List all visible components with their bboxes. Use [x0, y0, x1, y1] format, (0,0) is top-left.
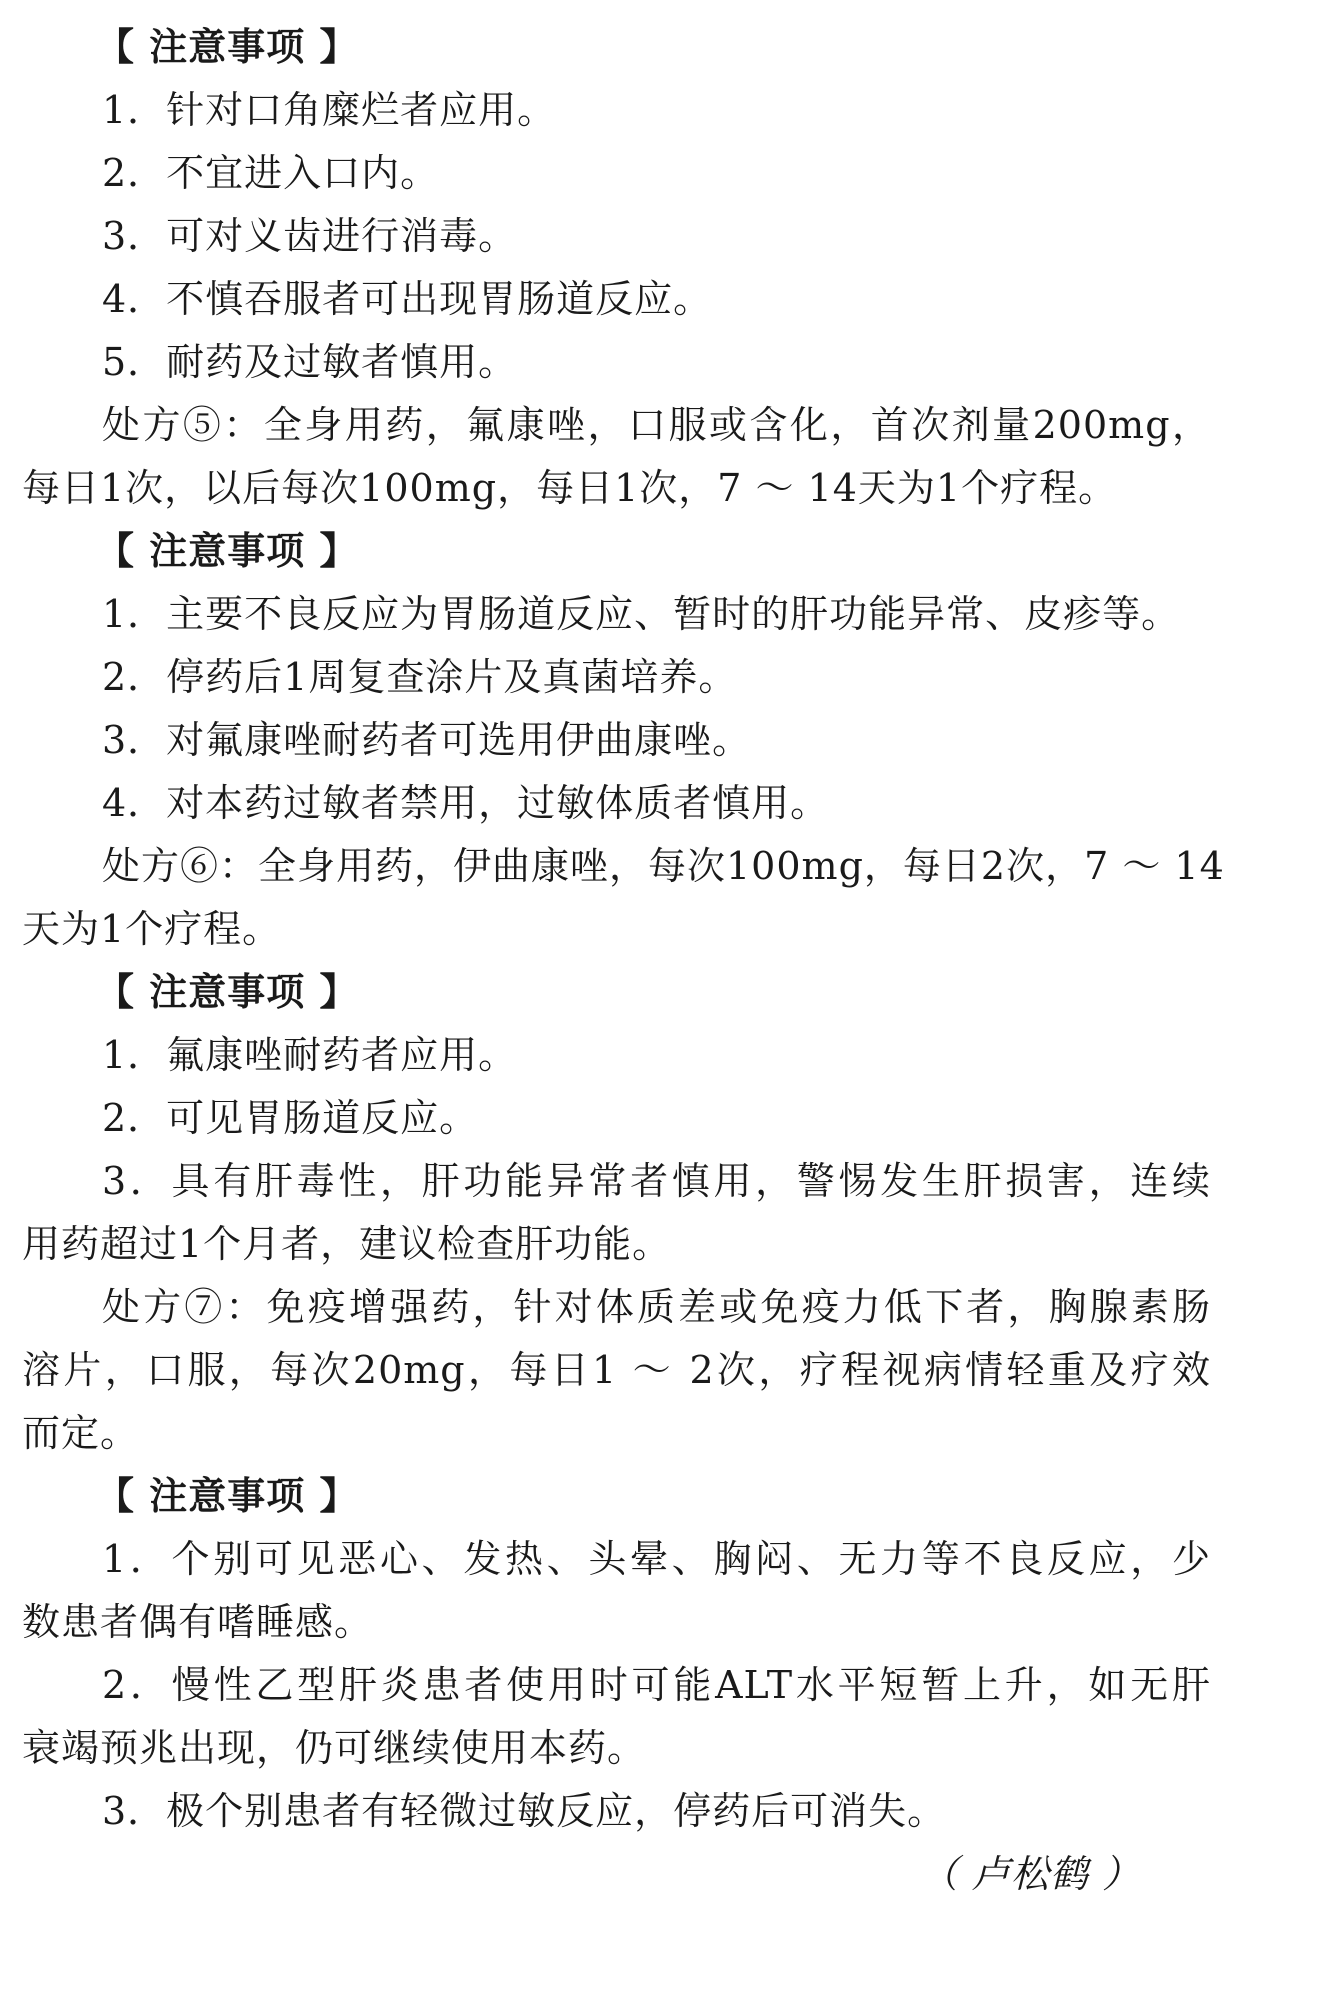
paragraph-line: 2．慢性乙型肝炎患者使用时可能ALT水平短暂上升，如无肝	[102, 1663, 1211, 1707]
paragraph-line: 2．停药后1周复查涂片及真菌培养。	[102, 655, 738, 699]
paragraph-line: 1．主要不良反应为胃肠道反应、暂时的肝功能异常、皮疹等。	[102, 592, 1181, 636]
paragraph-continuation: 用药超过1个月者，建议检查肝功能。	[22, 1222, 672, 1266]
paragraph-line: 3．可对义齿进行消毒。	[102, 214, 518, 258]
paragraph-line: 5．耐药及过敏者慎用。	[102, 340, 518, 384]
section-heading: 【 注意事项 】	[96, 529, 359, 573]
paragraph-continuation: 天为1个疗程。	[22, 907, 282, 951]
paragraph-line: 处方⑦：免疫增强药，针对体质差或免疫力低下者，胸腺素肠	[102, 1285, 1211, 1329]
paragraph-continuation: 数患者偶有嗜睡感。	[22, 1600, 374, 1644]
paragraph-line: 3．具有肝毒性，肝功能异常者慎用，警惕发生肝损害，连续	[102, 1159, 1211, 1203]
paragraph-continuation: 衰竭预兆出现，仍可继续使用本药。	[22, 1726, 647, 1770]
paragraph-line: 处方⑥：全身用药，伊曲康唑，每次100mg，每日2次，7 ～ 14	[102, 844, 1225, 888]
paragraph-continuation: 每日1次，以后每次100mg，每日1次，7 ～ 14天为1个疗程。	[22, 466, 1118, 510]
paragraph-line: 1．针对口角糜烂者应用。	[102, 88, 557, 132]
author-signature: （ 卢松鹤 ）	[919, 1852, 1141, 1896]
paragraph-line: 2．可见胃肠道反应。	[102, 1096, 479, 1140]
section-heading: 【 注意事项 】	[96, 1474, 359, 1518]
paragraph-line: 处方⑤：全身用药，氟康唑，口服或含化，首次剂量200mg，	[102, 403, 1211, 447]
paragraph-line: 1．个别可见恶心、发热、头晕、胸闷、无力等不良反应，少	[102, 1537, 1211, 1581]
section-heading: 【 注意事项 】	[96, 25, 359, 69]
paragraph-line: 4．对本药过敏者禁用，过敏体质者慎用。	[102, 781, 830, 825]
paragraph-line: 4．不慎吞服者可出现胃肠道反应。	[102, 277, 713, 321]
paragraph-line: 1．氟康唑耐药者应用。	[102, 1033, 518, 1077]
paragraph-continuation: 而定。	[22, 1411, 140, 1455]
paragraph-line: 3．极个别患者有轻微过敏反应，停药后可消失。	[102, 1789, 947, 1833]
paragraph-line: 2．不宜进入口内。	[102, 151, 440, 195]
section-heading: 【 注意事项 】	[96, 970, 359, 1014]
paragraph-line: 3．对氟康唑耐药者可选用伊曲康唑。	[102, 718, 752, 762]
paragraph-continuation: 溶片，口服，每次20mg，每日1 ～ 2次，疗程视病情轻重及疗效	[22, 1348, 1211, 1392]
